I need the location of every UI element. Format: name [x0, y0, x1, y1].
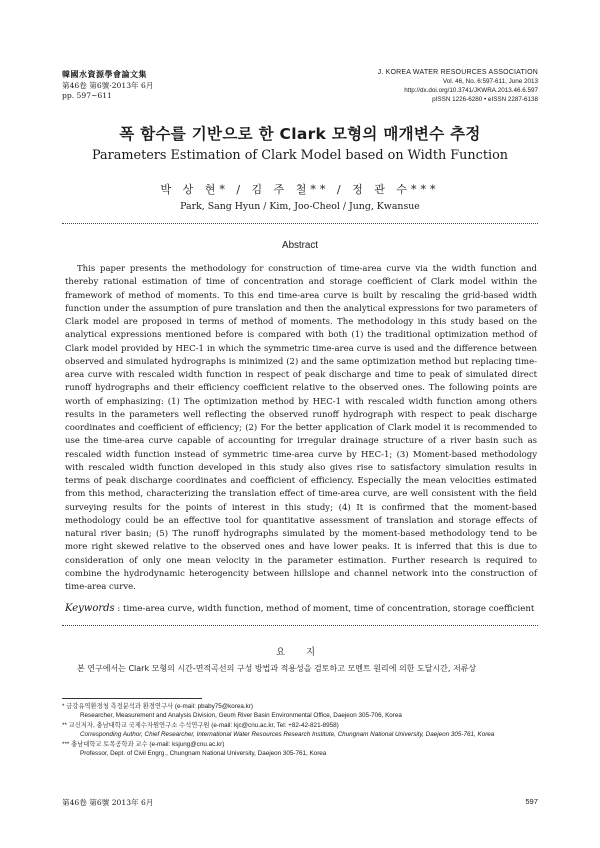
doi-link[interactable]: http://dx.doi.org/10.3741/JKWRA.2013.46.6.597 — [404, 87, 538, 94]
dotted-divider-top — [62, 223, 538, 224]
journal-header-right — [378, 68, 538, 104]
footnote-rule — [62, 698, 202, 699]
keywords-label: Keywords — [65, 603, 115, 614]
authors-korean: 박 상 현* / 김 주 철** / 정 관 수*** — [160, 183, 440, 196]
page-number: 597 — [525, 797, 538, 806]
issn: pISSN 1226-6280 • eISSN 2287-6138 — [432, 96, 538, 103]
footnote-1-en: Researcher, Measurement and Analysis Division, Geum River Basin Environmental Office, Daejeon 305-706, Korea — [80, 712, 402, 720]
paper-title-korean: 폭 함수를 기반으로 한 Clark 모형의 매개변수 추정 — [119, 125, 481, 143]
korean-summary-text: 본 연구에서는 Clark 모형의 시간-면적곡선의 구성 방법과 적용성을 검토하고 모멘트 원리에 의한 도달시간, 저류상 — [77, 664, 477, 673]
footnote-3-ko: *** 충남대학교 토목공학과 교수 (e-mail: ksjung@cnu.ac.kr) — [62, 740, 225, 748]
abstract-heading: Abstract — [282, 240, 318, 251]
volume-info: Vol. 46, No. 6:597-611, June 2013 — [442, 78, 538, 85]
keywords — [65, 603, 537, 614]
page-range: pp. 597~611 — [62, 91, 112, 100]
abstract-text: This paper presents the methodology for construction of time-area curve via the width function and thereby rational estimation of time of concentration and storage coefficient of Clark model within the framework of method of moments. To this end time-area curve is built by rescaling the grid-based width function under the assumption of pure translation and then the analytical expressions for two parameters of Clark model are proposed in terms of method of moments. The methodology in this study based on the analytical expressions mentioned before is compared with both (1) the traditional optimization method of Clark model provided by HEC-1 in which the symmetric time-area curve is used and the difference between observed and simulated hydrographs is minimized (2) and the same optimization method but replacing time-area curve with rescaled width function in respect of peak discharge and time to peak of simulated direct runoff hydrographs and their efficiency coefficient relative to the observed ones. The following points are worth of emphasizing: (1) The optimization method by HEC-1 with rescaled width function among others results in the parameters well reflecting the observed runoff hydrograph with respect to peak discharge coordinates and coefficient of efficiency; (2) For the better application of Clark model it is recommended to use the time-area curve capable of accounting for irregular drainage structure of a river basin such as rescaled width function instead of symmetric time-area curve by HEC-1; (3) Moment-based methodology with rescaled width function developed in this study also gives rise to satisfactory simulation results in terms of peak discharge coordinates and coefficient of efficiency. Especially the mean velocities estimated from this method, characterizing the translation effect of time-area curve, are well consistent with the field surveying results for the points of interest in this study; (4) It is confirmed that the moment-based methodology could be an effective tool for quantitative assessment of translation and storage effects of natural river basin; (5) The runoff hydrographs simulated by the moment-based methodology tend to be more right skewed relative to the observed ones and have lower peaks. It is inferred that this is due to consideration of only one mean velocity in the parameter estimation. Further research is required to combine the hydrodynamic heterogencity between hillslope and channel network into the construction of time-area curve. — [65, 264, 537, 592]
footnote-1-ko: * 금강유역환경청 측정분석과 환경연구사 (e-mail: pbaby75@korea.kr) — [62, 703, 253, 710]
korean-summary-heading: 요 지 — [275, 647, 325, 658]
journal-header-left — [62, 70, 153, 102]
journal-name-ko: 韓國水資源學會論文集 — [62, 70, 147, 79]
journal-name-en: J. KOREA WATER RESOURCES ASSOCIATION — [377, 69, 538, 76]
footnotes — [62, 702, 542, 758]
keywords-text: : time-area curve, width function, method of moment, time of concentration, storage coefficient — [114, 604, 535, 614]
dotted-divider-bottom — [62, 625, 538, 626]
footnote-2-ko: ** 교신저자, 충남대학교 국제수자원연구소 수석연구원 (e-mail: kjc@cnu.ac.kr, Tel: +82-42-821-8958) — [62, 721, 339, 729]
volume-issue-ko: 第46卷 第6號·2013年 6月 — [62, 80, 154, 90]
footnote-2-en: Corresponding Author, Chief Researcher, International Water Resources Research Institute, Chungnam National University, Daejeon 305-761, Korea — [80, 731, 495, 739]
paper-title-english: Parameters Estimation of Clark Model based on Width Function — [91, 148, 509, 163]
footnote-3-en: Professor, Dept. of Civil Engrg., Chungnam National University, Daejeon 305-761, Korea — [80, 750, 327, 758]
footer-journal-info: 第46卷 第6號 2013年 6月 — [62, 798, 154, 807]
authors-english: Park, Sang Hyun / Kim, Joo-Cheol / Jung, Kwansue — [180, 201, 420, 212]
